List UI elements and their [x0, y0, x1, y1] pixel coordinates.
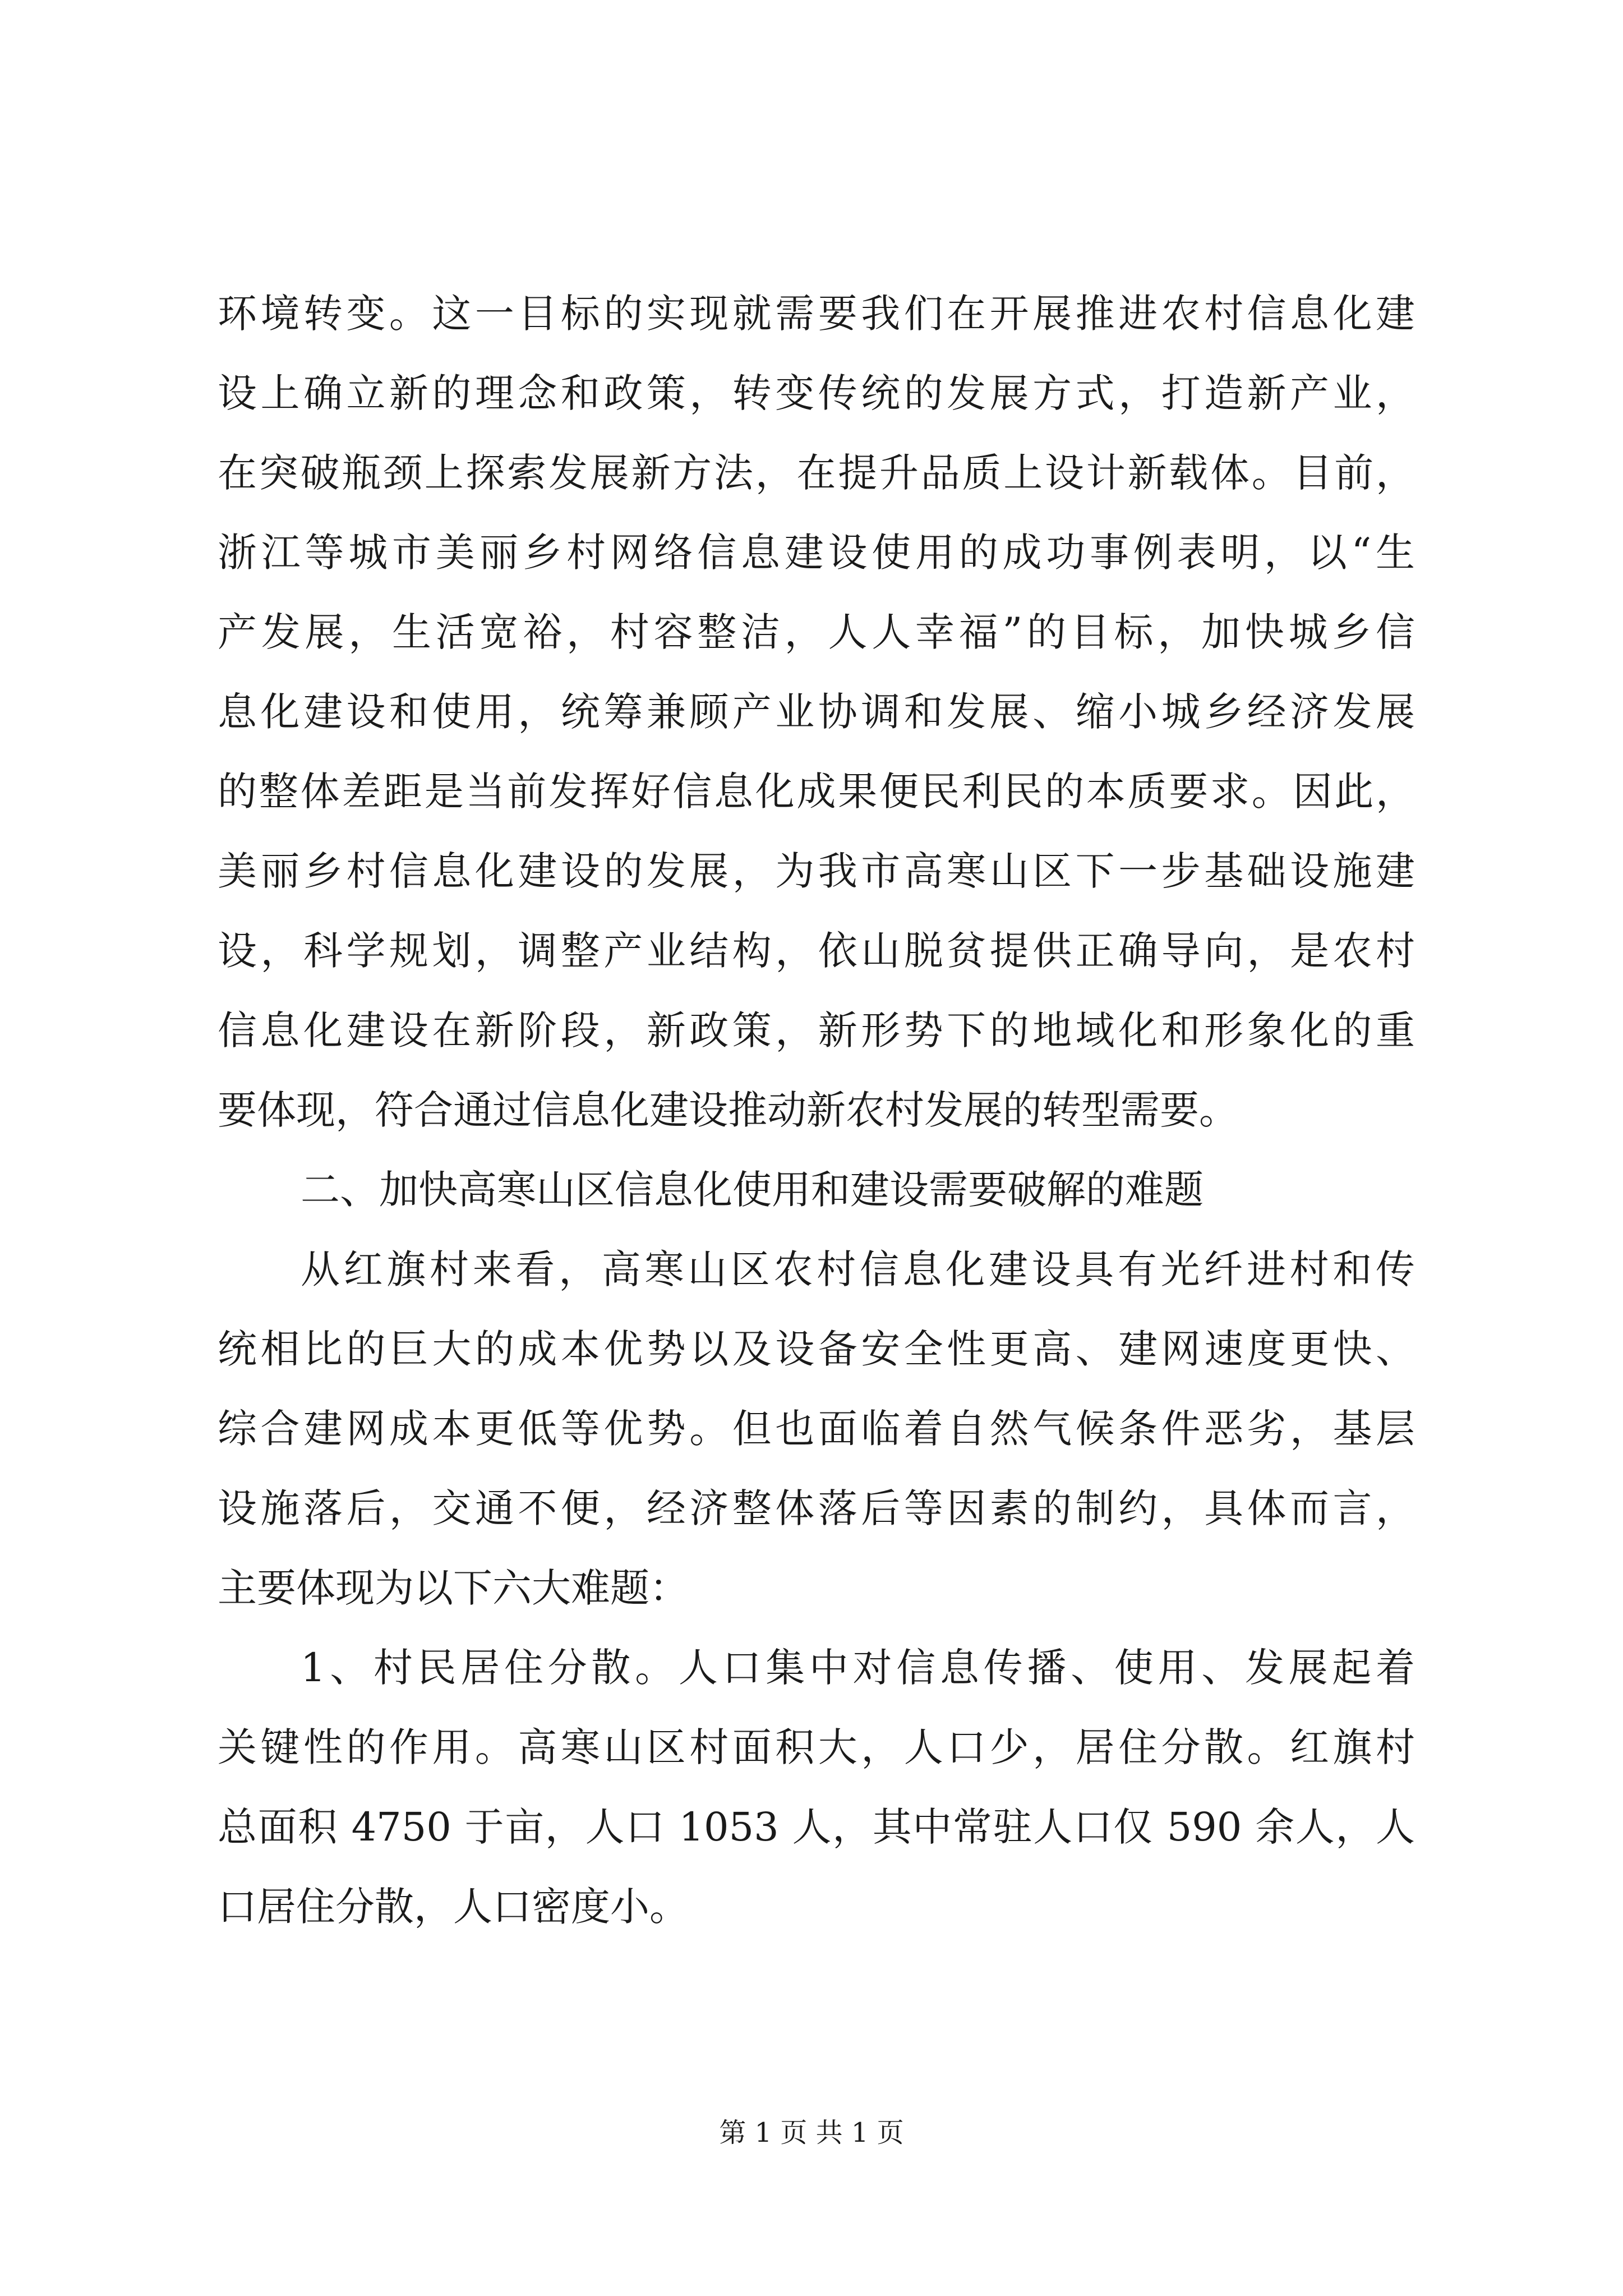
section-heading: 二、加快高寒山区信息化使用和建设需要破解的难题 [301, 1167, 1204, 1213]
text-line: 美丽乡村信息化建设的发展，为我市高寒山区下一步基础设施建 [218, 848, 1415, 894]
text-line: 1、村民居住分散。人口集中对信息传播、使用、发展起着 [301, 1645, 1415, 1691]
text-line: 息化建设和使用，统筹兼顾产业协调和发展、缩小城乡经济发展 [218, 689, 1415, 735]
text-line: 设，科学规划，调整产业结构，依山脱贫提供正确导向，是农村 [218, 928, 1415, 974]
text-line: 信息化建设在新阶段，新政策，新形势下的地域化和形象化的重 [218, 1007, 1415, 1053]
text-line: 设施落后，交通不便，经济整体落后等因素的制约，具体而言， [218, 1485, 1415, 1531]
text-line: 环境转变。这一目标的实现就需要我们在开展推进农村信息化建 [218, 291, 1415, 337]
text-line: 产发展，生活宽裕，村容整洁，人人幸福”的目标，加快城乡信 [218, 609, 1415, 655]
page-footer: 第 1 页 共 1 页 [719, 2117, 904, 2148]
text-line: 设上确立新的理念和政策，转变传统的发展方式，打造新产业， [218, 370, 1415, 416]
text-line: 要体现，符合通过信息化建设推动新农村发展的转型需要。 [218, 1087, 1238, 1133]
text-line: 从红旗村来看，高寒山区农村信息化建设具有光纤进村和传 [301, 1246, 1415, 1292]
body-text [218, 274, 1415, 1947]
text-line: 口居住分散，人口密度小。 [218, 1884, 689, 1930]
text-line: 统相比的巨大的成本优势以及设备安全性更高、建网速度更快、 [218, 1326, 1415, 1372]
text-line: 总面积 4750 于亩，人口 1053 人，其中常驻人口仅 590 余人，人 [218, 1804, 1415, 1850]
text-line: 的整体差距是当前发挥好信息化成果便民利民的本质要求。因此， [218, 769, 1415, 815]
text-line: 浙江等城市美丽乡村网络信息建设使用的成功事例表明，以“生 [218, 530, 1415, 576]
text-line: 关键性的作用。高寒山区村面积大，人口少，居住分散。红旗村 [218, 1724, 1415, 1770]
text-line: 综合建网成本更低等优势。但也面临着自然气候条件恶劣，基层 [218, 1406, 1415, 1452]
text-line: 在突破瓶颈上探索发展新方法，在提升品质上设计新载体。目前， [218, 450, 1415, 496]
text-line: 主要体现为以下六大难题： [218, 1565, 689, 1611]
